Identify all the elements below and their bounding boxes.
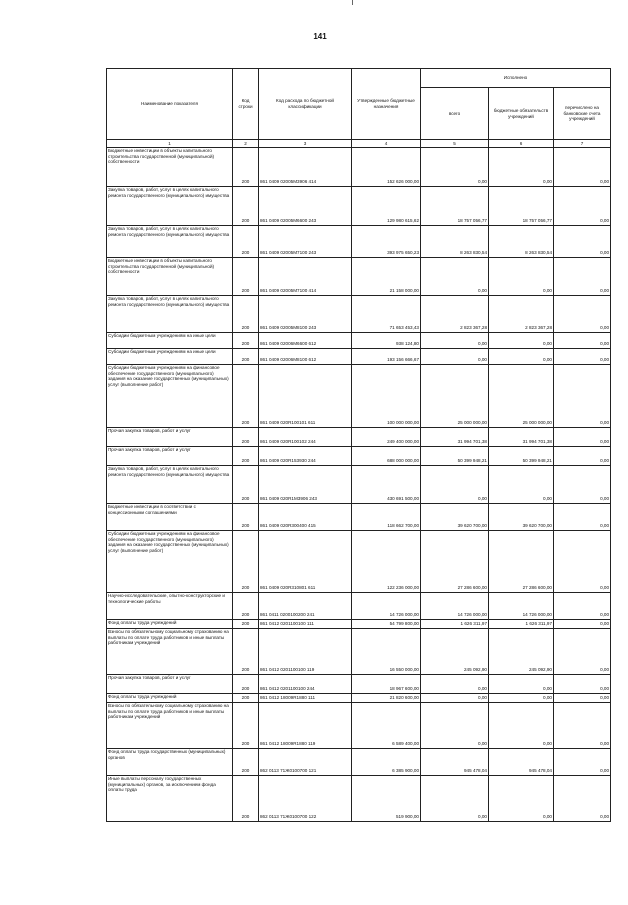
cell-expense-code: 861 0409 020R100102 244	[259, 428, 352, 447]
table-row	[107, 466, 611, 504]
cell-indicator-name: Фонд оплаты труда государственных (муниципальных) органов	[107, 749, 233, 776]
cell-budget-obligations: 0,00	[489, 258, 554, 296]
column-number: 3	[259, 140, 352, 148]
cell-approved: 18 967 600,00	[352, 675, 421, 694]
cell-approved: 430 691 500,00	[352, 466, 421, 504]
column-number: 6	[489, 140, 554, 148]
cell-expense-code: 861 0409 02005М6600 243	[259, 187, 352, 226]
table-row	[107, 620, 611, 629]
cell-indicator-name: Фонд оплаты труда учреждений	[107, 620, 233, 629]
cell-budget-obligations: 1 626 311,97	[489, 620, 554, 629]
cell-indicator-name: Иные выплаты персоналу государственных (муниципальных) органов, за исключением фонда оплаты труда	[107, 776, 233, 822]
table-row	[107, 703, 611, 749]
cell-approved: 193 156 666,67	[352, 349, 421, 365]
cell-executed-total: 0,00	[421, 703, 489, 749]
cell-indicator-name: Бюджетные инвестиции в объекты капитального строительства государственной (муниципальной) собственности	[107, 258, 233, 296]
cell-executed-total: 50 399 948,21	[421, 447, 489, 466]
cell-executed-total: 945 478,04	[421, 749, 489, 776]
cell-budget-obligations: 39 620 700,00	[489, 504, 554, 531]
cell-budget-obligations: 0,00	[489, 703, 554, 749]
cell-executed-total: 1 626 311,97	[421, 620, 489, 629]
cell-bank-accounts: 0,00	[554, 504, 611, 531]
cell-approved: 71 653 453,43	[352, 296, 421, 333]
cell-bank-accounts: 0,00	[554, 694, 611, 703]
cell-indicator-name: Прочая закупка товаров, работ и услуг	[107, 675, 233, 694]
cell-bank-accounts: 0,00	[554, 428, 611, 447]
cell-indicator-name: Прочая закупка товаров, работ и услуг	[107, 428, 233, 447]
cell-budget-obligations: 0,00	[489, 675, 554, 694]
cell-budget-obligations: 27 286 600,00	[489, 531, 554, 593]
cell-expense-code: 862 0113 71Ж0100700 122	[259, 776, 352, 822]
table-row	[107, 365, 611, 428]
cell-expense-code: 861 0409 020R1М3906 243	[259, 466, 352, 504]
cell-approved: 54 799 800,00	[352, 620, 421, 629]
cell-line-code: 200	[233, 749, 259, 776]
cell-expense-code: 861 0409 020R300400 415	[259, 504, 352, 531]
cell-executed-total: 14 726 000,00	[421, 593, 489, 620]
table-row	[107, 148, 611, 187]
cell-approved: 938 124,80	[352, 333, 421, 349]
cell-approved: 688 000 000,00	[352, 447, 421, 466]
cell-indicator-name: Закупка товаров, работ, услуг в целях капитального ремонта государственного (муниципального) имущества	[107, 466, 233, 504]
table-row	[107, 187, 611, 226]
cell-indicator-name: Закупка товаров, работ, услуг в целях капитального ремонта государственного (муниципального) имущества	[107, 296, 233, 333]
cell-indicator-name: Закупка товаров, работ, услуг в целях капитального ремонта государственного (муниципального) имущества	[107, 226, 233, 258]
header-budget-obligations: бюджетные обязательств учреждений	[489, 88, 554, 140]
cell-line-code: 200	[233, 593, 259, 620]
cell-executed-total: 39 620 700,00	[421, 504, 489, 531]
column-number: 4	[352, 140, 421, 148]
cell-approved: 122 236 000,00	[352, 531, 421, 593]
cell-executed-total: 18 757 056,77	[421, 187, 489, 226]
cell-line-code: 200	[233, 258, 259, 296]
cell-line-code: 200	[233, 187, 259, 226]
cell-expense-code: 861 0412 0201100100 244	[259, 675, 352, 694]
cell-executed-total: 27 286 600,00	[421, 531, 489, 593]
cell-approved: 6 589 400,00	[352, 703, 421, 749]
cell-indicator-name: Субсидии бюджетным учреждениям на финансовое обеспечение государственного (муниципального) задания на оказание государственных (муниципальных) услуг (выполнение работ)	[107, 365, 233, 428]
cell-bank-accounts: 0,00	[554, 258, 611, 296]
cell-executed-total: 25 000 000,00	[421, 365, 489, 428]
cell-executed-total: 0,00	[421, 258, 489, 296]
cell-executed-total: 8 263 830,54	[421, 226, 489, 258]
table-row	[107, 447, 611, 466]
cell-bank-accounts: 0,00	[554, 620, 611, 629]
cell-indicator-name: Субсидии бюджетным учреждениям на финансовое обеспечение государственного (муниципального) задания на оказание государственных (муниципальных) услуг (выполнение работ)	[107, 531, 233, 593]
cell-bank-accounts: 0,00	[554, 333, 611, 349]
cell-budget-obligations: 0,00	[489, 148, 554, 187]
cell-approved: 152 626 000,00	[352, 148, 421, 187]
table-row	[107, 296, 611, 333]
cell-indicator-name: Бюджетные инвестиции в объекты капитального строительства государственной (муниципальной) собственности	[107, 148, 233, 187]
cell-line-code: 200	[233, 703, 259, 749]
cell-line-code: 200	[233, 504, 259, 531]
cell-line-code: 200	[233, 428, 259, 447]
cell-expense-code: 861 0412 0201100100 111	[259, 620, 352, 629]
cell-bank-accounts: 0,00	[554, 226, 611, 258]
cell-budget-obligations: 245 092,90	[489, 629, 554, 675]
column-number: 5	[421, 140, 489, 148]
cell-line-code: 200	[233, 365, 259, 428]
table-row	[107, 675, 611, 694]
cell-executed-total: 0,00	[421, 776, 489, 822]
cell-approved: 14 726 000,00	[352, 593, 421, 620]
cell-line-code: 200	[233, 675, 259, 694]
cell-indicator-name: Фонд оплаты труда учреждений	[107, 694, 233, 703]
cell-bank-accounts: 0,00	[554, 466, 611, 504]
cell-indicator-name: Взносы по обязательному социальному страхованию на выплаты по оплате труда работников и иные выплаты работникам учреждений	[107, 629, 233, 675]
cell-budget-obligations: 18 757 056,77	[489, 187, 554, 226]
header-expense-code: Код расхода по бюджетной классификации	[259, 69, 352, 140]
cell-executed-total: 0,00	[421, 333, 489, 349]
cell-expense-code: 861 0409 020R310801 611	[259, 531, 352, 593]
cell-approved: 249 400 000,00	[352, 428, 421, 447]
cell-budget-obligations: 8 263 830,54	[489, 226, 554, 258]
header-bank-accounts: перечислено на банковские счета учреждений	[554, 88, 611, 140]
table-row	[107, 531, 611, 593]
cell-bank-accounts: 0,00	[554, 365, 611, 428]
cell-expense-code: 861 0409 020R153930 244	[259, 447, 352, 466]
cell-expense-code: 861 0412 18009R1880 111	[259, 694, 352, 703]
page-number: 141	[313, 32, 327, 41]
cell-expense-code: 861 0409 020R100101 611	[259, 365, 352, 428]
cell-bank-accounts: 0,00	[554, 296, 611, 333]
cell-line-code: 200	[233, 447, 259, 466]
cell-approved: 21 820 600,00	[352, 694, 421, 703]
cell-approved: 100 000 000,00	[352, 365, 421, 428]
cell-line-code: 200	[233, 296, 259, 333]
cell-line-code: 200	[233, 226, 259, 258]
scan-mark	[352, 0, 353, 5]
cell-expense-code: 861 0409 02005М8100 243	[259, 296, 352, 333]
cell-budget-obligations: 0,00	[489, 694, 554, 703]
cell-approved: 118 662 700,00	[352, 504, 421, 531]
cell-executed-total: 0,00	[421, 349, 489, 365]
cell-bank-accounts: 0,00	[554, 749, 611, 776]
cell-expense-code: 861 0409 02005М7100 414	[259, 258, 352, 296]
cell-budget-obligations: 25 000 000,00	[489, 365, 554, 428]
cell-executed-total: 0,00	[421, 148, 489, 187]
cell-bank-accounts: 0,00	[554, 675, 611, 694]
cell-executed-total: 0,00	[421, 675, 489, 694]
cell-bank-accounts: 0,00	[554, 629, 611, 675]
cell-indicator-name: Взносы по обязательному социальному страхованию на выплаты по оплате труда работников и иные выплаты работникам учреждений	[107, 703, 233, 749]
table-body	[107, 148, 611, 822]
cell-executed-total: 0,00	[421, 466, 489, 504]
cell-approved: 21 158 000,00	[352, 258, 421, 296]
cell-bank-accounts: 0,00	[554, 531, 611, 593]
cell-bank-accounts: 0,00	[554, 187, 611, 226]
cell-budget-obligations: 31 994 701,38	[489, 428, 554, 447]
cell-bank-accounts: 0,00	[554, 148, 611, 187]
cell-approved: 129 980 615,62	[352, 187, 421, 226]
header-executed: Исполнено	[421, 69, 611, 88]
table-row	[107, 333, 611, 349]
cell-executed-total: 31 994 701,38	[421, 428, 489, 447]
cell-line-code: 200	[233, 776, 259, 822]
cell-approved: 6 385 900,00	[352, 749, 421, 776]
cell-bank-accounts: 0,00	[554, 703, 611, 749]
cell-indicator-name: Прочая закупка товаров, работ и услуг	[107, 447, 233, 466]
table-row	[107, 349, 611, 365]
header-approved: Утвержденные бюджетные назначения	[352, 69, 421, 140]
cell-indicator-name: Субсидии бюджетным учреждениям на иные цели	[107, 333, 233, 349]
cell-budget-obligations: 0,00	[489, 466, 554, 504]
column-number: 1	[107, 140, 233, 148]
table-row	[107, 504, 611, 531]
cell-expense-code: 862 0113 71Ж0100700 121	[259, 749, 352, 776]
table-row	[107, 694, 611, 703]
cell-budget-obligations: 0,00	[489, 333, 554, 349]
cell-executed-total: 2 823 367,28	[421, 296, 489, 333]
cell-budget-obligations: 50 399 948,21	[489, 447, 554, 466]
cell-bank-accounts: 0,00	[554, 593, 611, 620]
cell-budget-obligations: 2 823 367,28	[489, 296, 554, 333]
cell-indicator-name: Закупка товаров, работ, услуг в целях капитального ремонта государственного (муниципального) имущества	[107, 187, 233, 226]
cell-bank-accounts: 0,00	[554, 776, 611, 822]
cell-line-code: 200	[233, 148, 259, 187]
table-row	[107, 776, 611, 822]
column-numbers-row	[107, 140, 611, 148]
table-row	[107, 629, 611, 675]
cell-budget-obligations: 945 478,04	[489, 749, 554, 776]
cell-approved: 16 550 000,00	[352, 629, 421, 675]
cell-line-code: 200	[233, 466, 259, 504]
table-row	[107, 258, 611, 296]
cell-expense-code: 861 0411 0200100200 241	[259, 593, 352, 620]
cell-line-code: 200	[233, 694, 259, 703]
cell-expense-code: 861 0412 18009R1880 119	[259, 703, 352, 749]
cell-line-code: 200	[233, 349, 259, 365]
cell-line-code: 200	[233, 531, 259, 593]
cell-budget-obligations: 0,00	[489, 776, 554, 822]
cell-executed-total: 0,00	[421, 694, 489, 703]
cell-indicator-name: Субсидии бюджетным учреждениям на иные цели	[107, 349, 233, 365]
cell-bank-accounts: 0,00	[554, 349, 611, 365]
cell-expense-code: 861 0409 02006М8100 612	[259, 349, 352, 365]
cell-expense-code: 861 0409 02005М7100 243	[259, 226, 352, 258]
header-line-code: Код строки	[233, 69, 259, 140]
column-number: 2	[233, 140, 259, 148]
table-row	[107, 428, 611, 447]
column-number: 7	[554, 140, 611, 148]
cell-line-code: 200	[233, 333, 259, 349]
cell-budget-obligations: 0,00	[489, 349, 554, 365]
cell-budget-obligations: 14 726 000,00	[489, 593, 554, 620]
cell-approved: 393 975 650,23	[352, 226, 421, 258]
cell-approved: 519 900,00	[352, 776, 421, 822]
cell-line-code: 200	[233, 629, 259, 675]
header-name: Наименование показателя	[107, 69, 233, 140]
table-row	[107, 749, 611, 776]
cell-executed-total: 245 092,90	[421, 629, 489, 675]
table-row	[107, 226, 611, 258]
cell-expense-code: 861 0409 02006М6600 612	[259, 333, 352, 349]
budget-execution-table	[106, 68, 611, 822]
cell-bank-accounts: 0,00	[554, 447, 611, 466]
cell-expense-code: 861 0409 02005М3906 414	[259, 148, 352, 187]
cell-expense-code: 861 0412 0201100100 119	[259, 629, 352, 675]
cell-indicator-name: Научно-исследовательские, опытно-конструкторские и технологические работы	[107, 593, 233, 620]
cell-line-code: 200	[233, 620, 259, 629]
cell-indicator-name: Бюджетные инвестиции в соответствии с концессионными соглашениями	[107, 504, 233, 531]
header-total: всего	[421, 88, 489, 140]
table-row	[107, 593, 611, 620]
